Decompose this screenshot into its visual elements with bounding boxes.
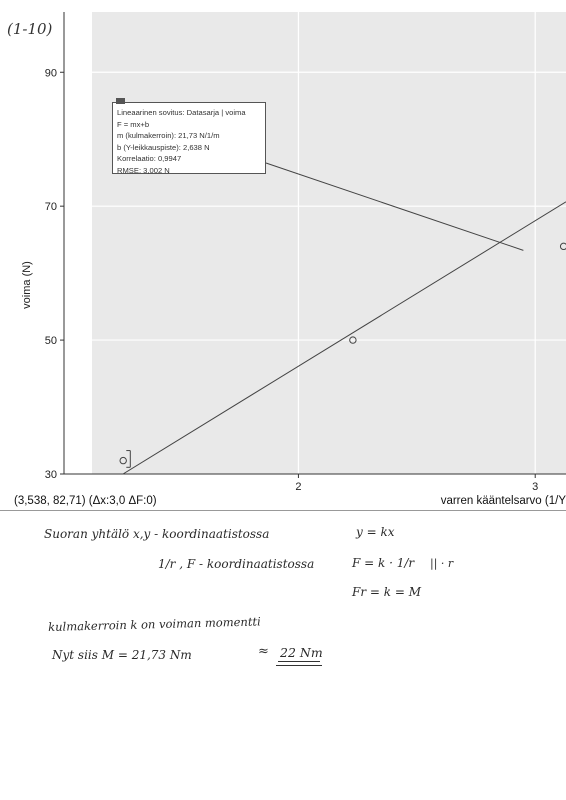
handwriting-line3-right: Fr = k = M — [352, 585, 421, 599]
handwriting-line2-note: || · r — [430, 557, 454, 570]
handwriting-line5-left: Nyt siis M = 21,73 Nm — [52, 648, 192, 662]
y-tick-label: 70 — [44, 201, 57, 214]
coordinate-readout: (3,538, 82,71) (Δx:3,0 ΔF:0) — [14, 495, 157, 507]
result-underline — [278, 661, 320, 662]
y-tick-label: 30 — [44, 469, 57, 481]
fit-box-title: Lineaarinen sovitus: Datasarja | voima — [117, 108, 246, 117]
page-mark: (1-10) — [7, 20, 53, 38]
fit-box-line: Korrelaatio: 0,9947 — [117, 154, 182, 163]
fit-box-line: m (kulmakerroin): 21,73 N/1/m — [117, 131, 220, 140]
x-ticks — [295, 474, 538, 493]
x-axis-label: varren kääntelsarvo (1/Y — [440, 495, 566, 507]
y-tick-label: 50 — [44, 335, 57, 348]
handwriting-line2-left: 1/r , F - koordinaatistossa — [158, 557, 315, 571]
handwriting-line1-left: Suoran yhtälö x,y - koordinaatistossa — [44, 527, 270, 541]
result-underline — [276, 665, 322, 666]
x-tick-label: 2 — [295, 481, 302, 493]
handwriting-line4: kulmakerroin k on voiman momentti — [48, 614, 261, 634]
fit-info-box[interactable] — [112, 102, 266, 174]
x-tick-label: 3 — [532, 481, 539, 493]
handwriting-approx: ≈ — [258, 644, 269, 659]
divider — [0, 510, 566, 511]
fit-box-line: b (Y-leikkauspiste): 2,638 N — [117, 142, 210, 152]
y-ticks — [45, 67, 64, 481]
shaded-region — [92, 12, 566, 474]
fit-box-line: RMSE: 3,002 N — [117, 165, 170, 175]
handwriting-line1-right: y = kx — [356, 525, 395, 539]
handwriting-line2-right: F = k · 1/r — [352, 556, 415, 570]
fit-box-line: F = mx+b — [117, 119, 150, 129]
y-tick-label: 90 — [44, 67, 57, 80]
y-axis-label: voima (N) — [21, 261, 33, 309]
handwriting-result: 22 Nm — [280, 645, 323, 660]
drag-handle[interactable] — [116, 98, 125, 104]
